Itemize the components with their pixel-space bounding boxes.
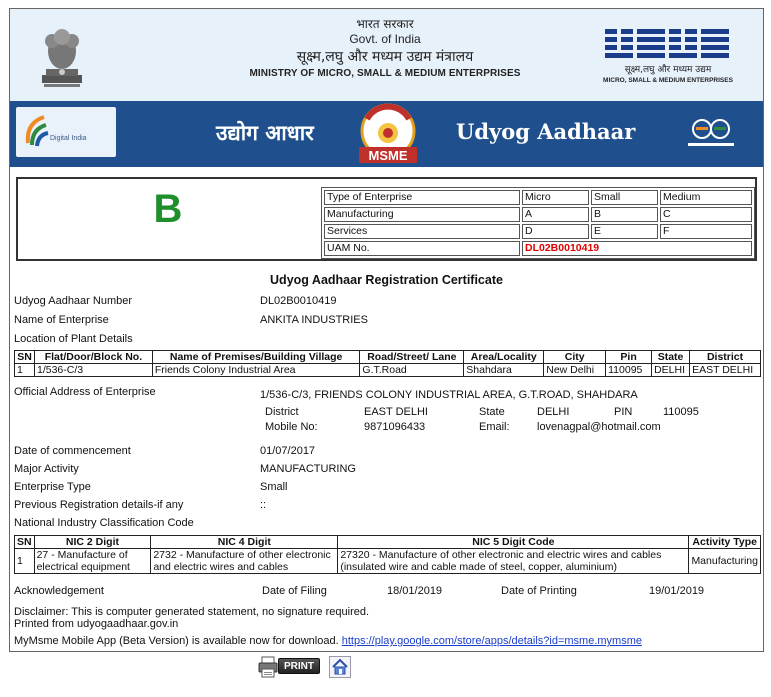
- table-cell: 1: [15, 364, 35, 377]
- major-activity-value: MANUFACTURING: [260, 463, 356, 475]
- table-header: District: [690, 351, 761, 364]
- state-label: State: [479, 406, 505, 418]
- udyog-aadhaar-logo-icon: [345, 103, 431, 165]
- table-cell: E: [591, 224, 658, 239]
- table-row: [15, 364, 761, 377]
- table-cell: Medium: [660, 190, 752, 205]
- msme-wordmark-icon: [603, 25, 733, 61]
- table-header: SN: [15, 351, 35, 364]
- table-header: Pin: [606, 351, 652, 364]
- table-header-row: [15, 351, 761, 364]
- table-row: [324, 241, 752, 256]
- official-address-label: Official Address of Enterprise: [14, 386, 156, 398]
- table-cell: Small: [591, 190, 658, 205]
- table-cell: G.T.Road: [360, 364, 464, 377]
- table-cell: DELHI: [652, 364, 690, 377]
- table-cell: B: [591, 207, 658, 222]
- table-cell: 27 - Manufacture of electrical equipment: [34, 549, 151, 574]
- official-address-value: 1/536-C/3, FRIENDS COLONY INDUSTRIAL AREA, G.T.ROAD, SHAHDARA: [260, 389, 638, 401]
- previous-registration-label: Previous Registration details-if any: [14, 499, 184, 511]
- ministry-english: MINISTRY OF MICRO, SMALL & MEDIUM ENTERPRISES: [249, 68, 521, 79]
- national-emblem-icon: [36, 21, 88, 91]
- aadhaar-number-label: Udyog Aadhaar Number: [14, 295, 133, 307]
- table-header: NIC 5 Digit Code: [338, 536, 689, 549]
- mobile-value: 9871096433: [364, 421, 426, 433]
- udyog-hindi-title: उद्योग आधार: [216, 121, 314, 145]
- mobile-app-notice: [14, 635, 642, 647]
- table-cell: 1/536-C/3: [34, 364, 152, 377]
- table-cell: Services: [324, 224, 520, 239]
- table-header: NIC 2 Digit: [34, 536, 151, 549]
- certificate-title: Udyog Aadhaar Registration Certificate: [270, 273, 503, 287]
- table-header-row: [15, 536, 761, 549]
- table-cell: Type of Enterprise: [324, 190, 520, 205]
- email-label: Email:: [479, 421, 510, 433]
- table-cell: 27320 - Manufacture of other electronic and electric wires and cables (insulated wire and cable made of steel, copper, aluminium): [338, 549, 689, 574]
- enterprise-name-value: ANKITA INDUSTRIES: [260, 314, 368, 326]
- table-cell: D: [522, 224, 589, 239]
- table-cell: Manufacturing: [324, 207, 520, 222]
- mobile-app-link[interactable]: https://play.google.com/store/apps/details?id=msme.mymsme: [341, 635, 643, 647]
- nic-label: National Industry Classification Code: [14, 517, 194, 529]
- nic-code-table: [14, 535, 761, 574]
- table-header: City: [544, 351, 606, 364]
- print-button[interactable]: [258, 656, 322, 678]
- district-value: EAST DELHI: [364, 406, 428, 418]
- commencement-value: 01/07/2017: [260, 445, 316, 457]
- government-title: [210, 17, 560, 81]
- msme-logo: [588, 25, 748, 85]
- table-cell: New Delhi: [544, 364, 606, 377]
- gov-english: Govt. of India: [349, 32, 421, 46]
- home-button[interactable]: [329, 656, 351, 678]
- digital-india-icon: [24, 113, 50, 149]
- svg-text:MSME: MSME: [368, 148, 408, 163]
- table-header: Area/Locality: [464, 351, 544, 364]
- table-cell: A: [522, 207, 589, 222]
- table-cell: C: [660, 207, 752, 222]
- table-row: [15, 549, 761, 574]
- filing-date-value: 18/01/2019: [387, 585, 443, 597]
- plant-location-label: Location of Plant Details: [14, 333, 133, 345]
- enterprise-type-label: Enterprise Type: [14, 481, 91, 493]
- enterprise-grade: B: [153, 187, 183, 231]
- gov-hindi: भारत सरकार: [356, 17, 414, 31]
- table-row: [324, 207, 752, 222]
- table-cell: Friends Colony Industrial Area: [152, 364, 360, 377]
- udyog-banner: [10, 101, 763, 167]
- table-cell: 1: [15, 549, 35, 574]
- aadhaar-number-value: DL02B0010419: [260, 295, 337, 307]
- table-cell: Manufacturing: [689, 549, 761, 574]
- table-header: Road/Street/ Lane: [360, 351, 464, 364]
- table-row: [324, 224, 752, 239]
- table-cell: Micro: [522, 190, 589, 205]
- digital-india-logo: [16, 107, 116, 157]
- printer-icon: [258, 656, 278, 678]
- table-header: Activity Type: [689, 536, 761, 549]
- plant-location-table: [14, 350, 761, 377]
- udyog-english-title: Udyog Aadhaar: [456, 119, 636, 144]
- table-cell: 110095: [606, 364, 652, 377]
- district-label: District: [265, 406, 299, 418]
- table-header: Name of Premises/Building Village: [152, 351, 360, 364]
- previous-registration-value: ::: [260, 499, 267, 511]
- email-value: lovenagpal@hotmail.com: [537, 421, 661, 433]
- mobile-label: Mobile No:: [265, 421, 318, 433]
- printed-from-text: Printed from udyogaadhaar.gov.in: [14, 618, 179, 630]
- enterprise-name-label: Name of Enterprise: [14, 314, 109, 326]
- pin-label: PIN: [614, 406, 633, 418]
- print-button-label: PRINT: [278, 658, 320, 674]
- disclaimer-text: Disclaimer: This is computer generated statement, no signature required.: [14, 606, 370, 618]
- acknowledgement-label: Acknowledgement: [14, 585, 104, 597]
- swachh-bharat-logo-icon: [680, 111, 742, 153]
- enterprise-type-table: [321, 187, 755, 259]
- certificate-frame: [9, 8, 764, 652]
- table-cell: 2732 - Manufacture of other electronic and electric wires and cables: [151, 549, 338, 574]
- home-icon: [330, 657, 350, 677]
- enterprise-type-value: Small: [260, 481, 288, 493]
- digital-india-text: Digital India: [50, 135, 87, 142]
- table-header: Flat/Door/Block No.: [34, 351, 152, 364]
- state-value: DELHI: [537, 406, 570, 418]
- table-header: State: [652, 351, 690, 364]
- table-header: SN: [15, 536, 35, 549]
- enterprise-category-box: [16, 177, 757, 261]
- table-cell: F: [660, 224, 752, 239]
- table-row: [324, 190, 752, 205]
- pin-value: 110095: [663, 406, 699, 418]
- uam-number: DL02B0010419: [522, 241, 752, 256]
- table-cell: EAST DELHI: [690, 364, 761, 377]
- msme-logo-english: MICRO, SMALL & MEDIUM ENTERPRISES: [603, 77, 733, 84]
- printing-date-value: 19/01/2019: [649, 585, 705, 597]
- uam-label: UAM No.: [324, 241, 520, 256]
- header-top: [10, 9, 763, 101]
- filing-date-label: Date of Filing: [262, 585, 327, 597]
- table-header: NIC 4 Digit: [151, 536, 338, 549]
- major-activity-label: Major Activity: [14, 463, 79, 475]
- mobile-app-text: MyMsme Mobile App (Beta Version) is available now for download.: [14, 635, 339, 647]
- commencement-label: Date of commencement: [14, 445, 131, 457]
- msme-logo-hindi: सूक्ष्म,लघु और मध्यम उद्यम: [624, 65, 712, 75]
- table-cell: Shahdara: [464, 364, 544, 377]
- ministry-hindi: सूक्ष्म,लघु और मध्यम उद्यम मंत्रालय: [296, 49, 474, 65]
- printing-date-label: Date of Printing: [501, 585, 577, 597]
